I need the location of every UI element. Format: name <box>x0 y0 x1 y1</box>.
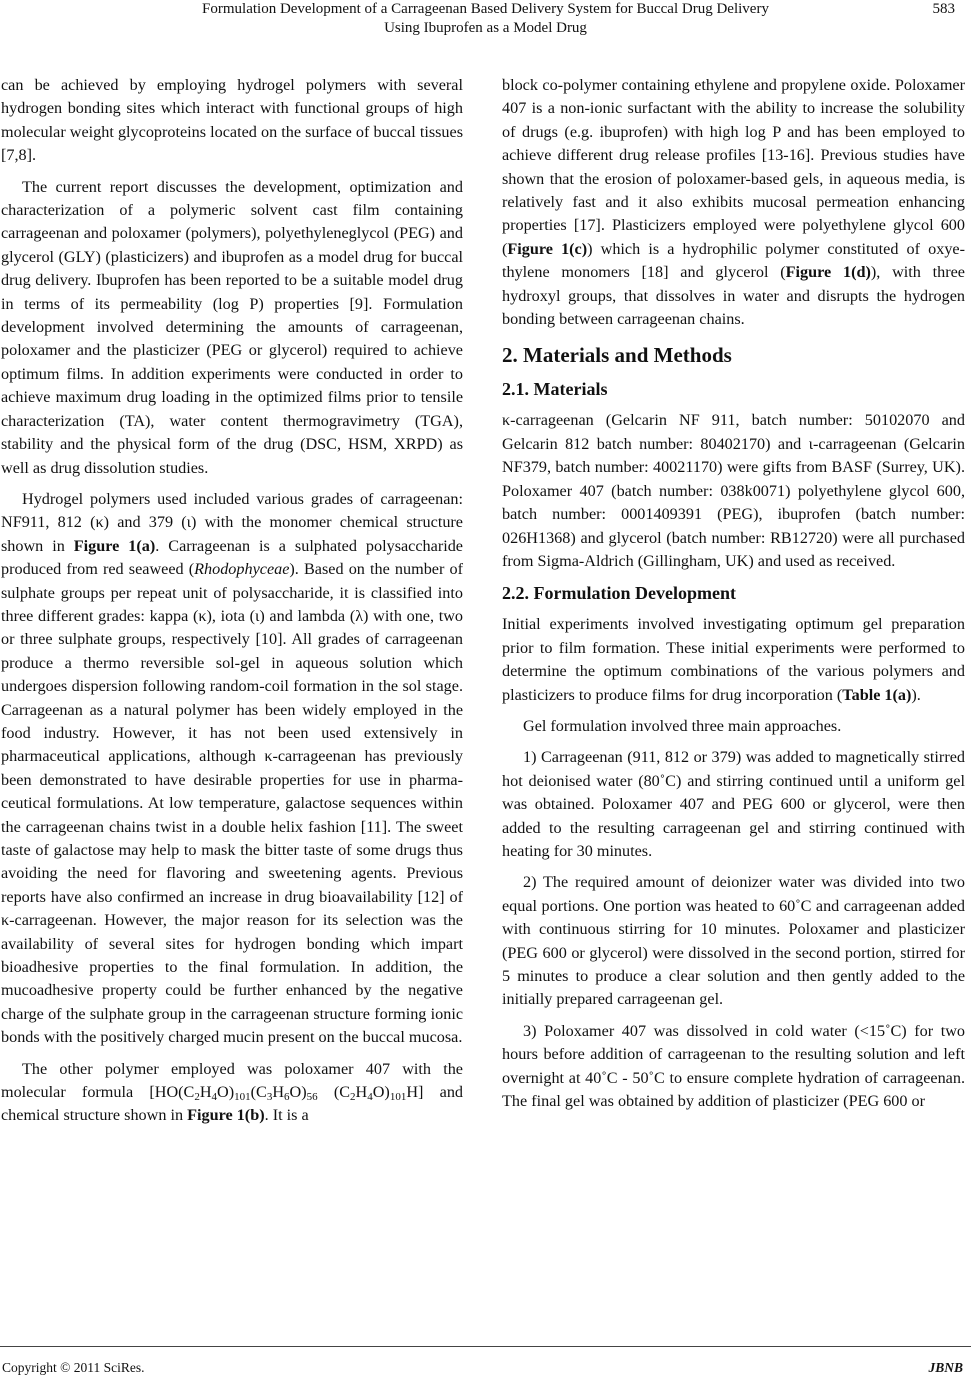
figure-reference: Figure 1(d) <box>785 263 871 282</box>
running-title-line-1: Formulation Development of a Carrageenan Based Delivery System for Buccal Drug Delivery <box>202 1 769 17</box>
paragraph: κ-carrageenan (Gelcarin NF 911, batch number: 50102070 and Gelcarin 812 batch number: 80402170) and ι-carrageenan (Gelcarin NF379, batch number: 40021170) were gifts from BASF (Surrey, UK). Poloxamer 407 (batch number: 038k0071) polyethylene glycol 600, batch number: 0001409391 (PEG), ibuprofen (batch number: 026H1368) and glycerol (batch number: RB12720) were all purchased from Sigma-Aldrich (Gillingham, UK) and used as received. <box>502 411 965 570</box>
paragraph: 2) The required amount of deionizer water was divided into two equal portions. One portion was heated to 60˚C and carrageenan added with continuous stirring for 10 minutes. Poloxamer and plasticizer (PEG 600 or glycerol) were dissolved in the second portion, stirred for 5 minutes to produce a clear solution and then gently added to the initially prepared carrageenan gel. <box>502 873 965 1009</box>
text-run: ). Based on the number of sulphate groups per repeat unit of polysaccharide, it is classified into three different grades: kappa (κ), iota (ι) and lambda (λ) with one, two or three sulphate groups, respectively [10]. All grades of carrageenan produce a thermo reversible sol-gel in aqueous solution which undergoes dispersion following random-coil formation in the sol stage. Carrageenan as a natural polymer has been widely employed in the food industry. However, it has not been used extensively in pharmaceutical applications, although κ-carrageenan has previously been demonstrated to have desirable properties for use in pharmaceutical formulations. At low temperature, galactose sequences within the carrageenan chains twist in a double helix fashion [11]. The sweet taste of galactose may help to mask the bitter taste of some drugs thus avoiding the need for flavoring and sweetening agents. Previous reports have also confirmed an increase in drug bioavailability [12] of κ-carrageenan. However, the major reason for its selection was the availability of several sites for hydrogen bonding which impart bioadhesive properties to the final formulation. In addition, the mucoadhesive property could be further enhanced by the negative charge of the sulphate group in the carrageenan structure forming ionic bonds with the positively charged mucin present on the buccal mucosa. <box>1 560 463 1047</box>
formula-subscript: 3 <box>266 1091 273 1104</box>
text-run: ) which is a hydrophilic polymer constituted of oxyethylene monomers [18] and glycerol ( <box>502 239 965 282</box>
copyright: Copyright © 2011 SciRes. <box>2 1360 145 1375</box>
formula-part: [HO(C <box>149 1083 195 1102</box>
paragraph <box>1 488 463 1050</box>
paragraph <box>1 1058 463 1128</box>
formula-part: H <box>199 1083 212 1102</box>
footer-divider <box>0 1346 971 1347</box>
text-run: block co-polymer containing ethylene and propylene oxide. Poloxamer 407 is a non-ionic surfactant with the ability to increase the solubility of drugs (e.g. ibuprofen) with high log P and has been employed to achieve different drug release profiles [13-16]. Previous studies have shown that the erosion of poloxamer-based gels, in aqueous media, is relatively fast and it also exhibits mucosal permeation enhancing properties [17]. Plasticizers employed were polyethylene glycol 600 ( <box>502 76 965 258</box>
text-run: . It is a <box>264 1106 309 1125</box>
paragraph: 3) Poloxamer 407 was dissolved in cold water (<15˚C) for two hours before addition of carrageenan to the resulting solution and left overnight at 40˚C - 50˚C to ensure complete hydration of carrageenan. The final gel was obtained by addition of plasticizer (PEG 600 or <box>502 1021 965 1111</box>
formula-subscript: 56 <box>306 1091 318 1104</box>
formula-part: (C <box>317 1083 351 1102</box>
table-reference: Table 1(a) <box>842 685 912 704</box>
figure-reference: Figure 1(c) <box>507 239 588 258</box>
paragraph: The current report discusses the development, optimization and characterization of a polymeric solvent cast film containing carrageenan and poloxamer (polymers), polyethyleneglycol (PEG) and glycerol (GLY) (plasticizers) and ibuprofen as a model drug for buccal drug delivery. Ibuprofen has been reported to be a suitable model drug in terms of its permeability (log P) properties [9]. Formulation development involved determining the amounts of carrageenan, poloxamer and the plasticizer (PEG or glycerol) required to achieve optimum films. In addition experiments were conducted in order to achieve maximum drug loading in the optimized films prior to tensile characterization (TA), water content thermogravimetry (TGA), stability and the physical form of the drug (DSC, HSM, XRPD) as well as drug dissolution studies. <box>1 177 463 477</box>
subsection-heading: 2.2. Formulation Development <box>502 583 736 604</box>
journal-abbreviation: JBNB <box>928 1360 963 1375</box>
paragraph: 1) Carrageenan (911, 812 or 379) was added to magnetically stirred hot deionised water (80˚C) and stirring continued until a uniform gel was obtained. Poloxamer 407 and PEG 600 or glycerol, were then added to the resulting carrageenan gel and stirring continued with heating for 30 minutes. <box>502 748 965 860</box>
text-run: ). <box>911 685 921 704</box>
text-run: and chemical structure shown in <box>1 1083 464 1125</box>
figure-reference: Figure 1(b) <box>187 1106 265 1125</box>
formula-part: H <box>272 1083 285 1102</box>
paragraph: Gel formulation involved three main approaches. <box>523 716 842 735</box>
formula-part: O) <box>372 1083 390 1102</box>
formula-subscript: 2 <box>350 1091 356 1104</box>
running-title-line-2: Using Ibuprofen as a Model Drug <box>384 20 587 36</box>
left-column <box>1 74 463 1136</box>
formula-subscript: 4 <box>367 1091 373 1104</box>
figure-reference: Figure 1(a) <box>73 536 156 555</box>
text-run: ), with three hydroxyl groups, that dissolves in water and disrupts the hydrogen bonding between carrageenan chains. <box>502 263 965 329</box>
formula-subscript: 101 <box>389 1091 407 1104</box>
formula-subscript: 6 <box>284 1091 290 1104</box>
text-run: The other polymer employed was poloxamer 407 with the molecular formula <box>1 1059 463 1102</box>
page-number: 583 <box>932 1 955 17</box>
molecular-formula <box>149 1083 424 1104</box>
running-title <box>0 0 971 38</box>
text-run: Hydrogel polymers used included various grades of carrageenan: NF911, 812 (κ) and 379 (ι) with the monomer chemical structure shown in <box>1 489 463 555</box>
formula-subscript: 2 <box>194 1091 200 1104</box>
paragraph <box>502 613 965 707</box>
paragraph <box>502 74 965 331</box>
formula-part: O) <box>289 1083 307 1102</box>
formula-subscript: 4 <box>211 1091 218 1104</box>
paragraph: can be achieved by employing hydrogel polymers with several hydrogen bonding sites which interact with functional groups of high molecular weight glycoproteins located on the surface of buccal tissues [7,8]. <box>1 76 463 165</box>
species-name: Rhodophyceae <box>194 560 290 579</box>
right-column <box>502 74 965 1121</box>
formula-subscript: 101 <box>234 1091 251 1104</box>
formula-part: H <box>355 1083 368 1102</box>
text-run: Initial experiments involved investigating optimum gel preparation prior to film formation. These initial experiments were performed to determine the optimum combinations of the various polymers and plasticizers to produce films for drug incorporation ( <box>502 615 965 704</box>
formula-part: (C <box>250 1083 267 1102</box>
text-run: . Carrageenan is a sulphated polysaccharide produced from red seaweed ( <box>1 536 463 579</box>
subsection-heading: 2.1. Materials <box>502 379 608 400</box>
formula-part: O) <box>217 1083 235 1102</box>
formula-part: H] <box>406 1083 424 1102</box>
section-heading: 2. Materials and Methods <box>502 343 732 368</box>
